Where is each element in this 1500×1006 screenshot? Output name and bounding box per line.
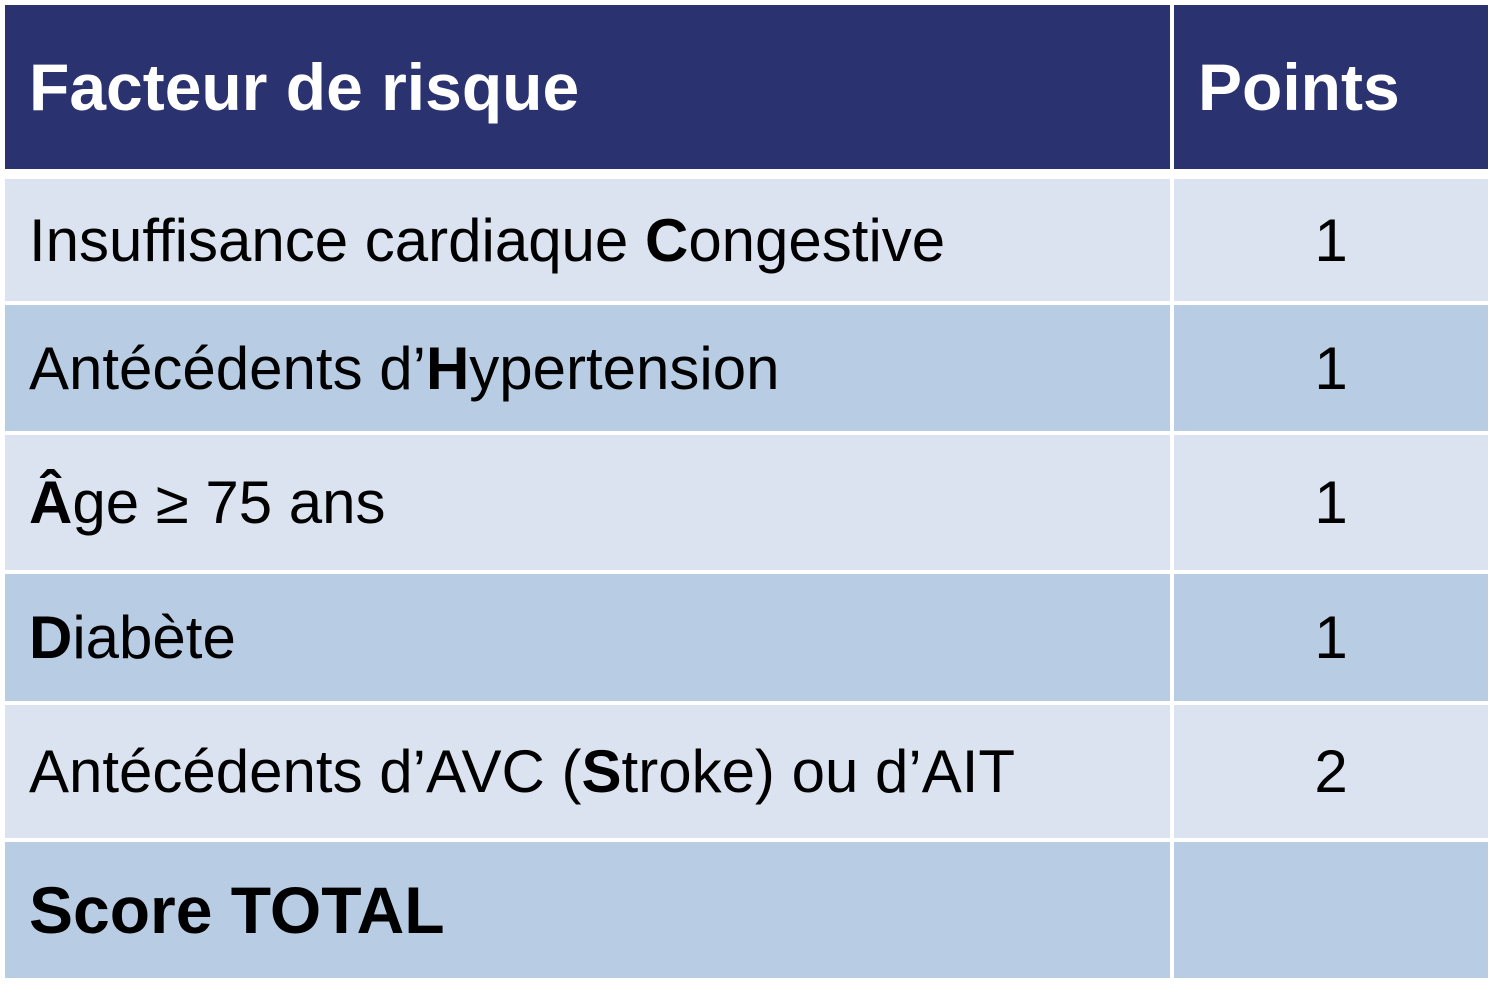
points-cell: 2 bbox=[1170, 705, 1488, 838]
factor-text-pre: Insuffisance cardiaque bbox=[29, 206, 645, 274]
factor-bold-letter: D bbox=[29, 604, 73, 671]
points-cell: 1 bbox=[1170, 574, 1488, 701]
points-cell: 1 bbox=[1170, 305, 1488, 431]
total-label-cell bbox=[5, 842, 1170, 978]
points-cell: 1 bbox=[1170, 179, 1488, 301]
points-cell: 1 bbox=[1170, 435, 1488, 570]
factor-cell bbox=[5, 179, 1170, 301]
factor-text-post: ypertension bbox=[469, 334, 780, 402]
factor-bold-letter: Â bbox=[29, 469, 73, 536]
table-row bbox=[5, 305, 1488, 435]
factor-text-post: ge ≥ 75 ans bbox=[72, 469, 386, 536]
factor-text-post: troke) ou d’AIT bbox=[621, 738, 1016, 805]
table-row bbox=[5, 179, 1488, 305]
factor-cell bbox=[5, 705, 1170, 838]
factor-bold-letter: C bbox=[644, 206, 689, 274]
total-points-cell bbox=[1170, 842, 1488, 978]
factor-text-pre: Antécédents d’AVC ( bbox=[29, 738, 582, 805]
table-row bbox=[5, 705, 1488, 842]
table-header-row bbox=[5, 5, 1488, 179]
factor-bold-letter: H bbox=[425, 334, 470, 402]
factor-text-post: iabète bbox=[72, 604, 236, 671]
header-factor: Facteur de risque bbox=[5, 5, 1170, 169]
total-label: Score TOTAL bbox=[29, 873, 445, 947]
factor-text-pre: Antécédents d’ bbox=[29, 334, 426, 402]
header-points: Points bbox=[1170, 5, 1488, 169]
factor-text-post: ongestive bbox=[688, 206, 946, 274]
table-row bbox=[5, 574, 1488, 705]
table-row bbox=[5, 435, 1488, 574]
factor-cell bbox=[5, 305, 1170, 431]
factor-cell bbox=[5, 574, 1170, 701]
total-row bbox=[5, 842, 1488, 978]
factor-cell bbox=[5, 435, 1170, 570]
factor-bold-letter: S bbox=[581, 738, 622, 805]
chads2-score-table bbox=[5, 5, 1488, 978]
